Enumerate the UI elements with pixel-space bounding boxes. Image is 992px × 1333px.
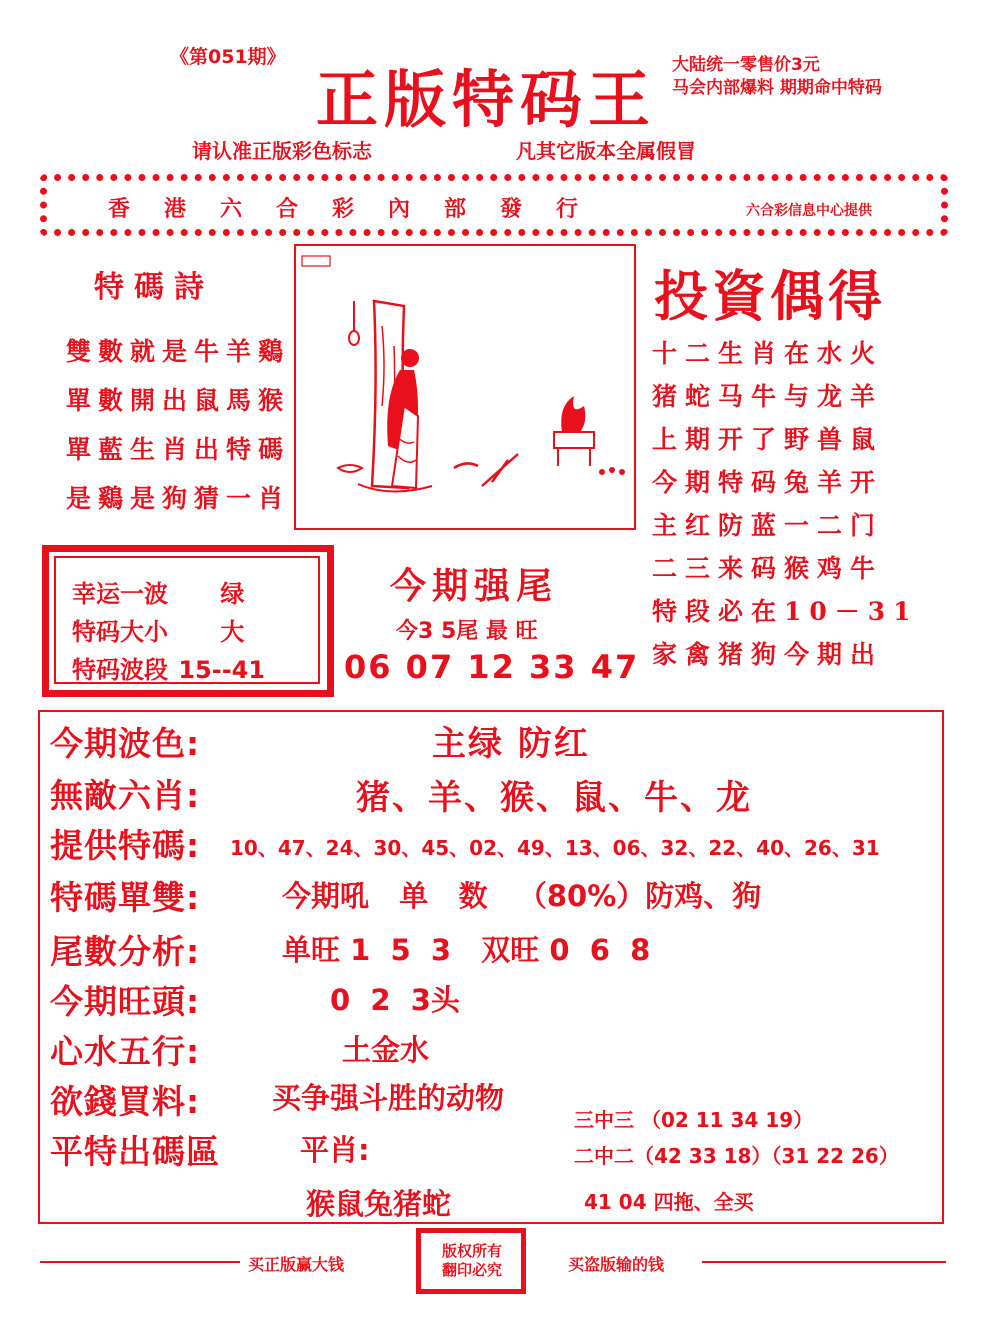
two-hit: 二中二（42 33 18）（31 22 26） bbox=[574, 1144, 899, 1168]
three-hit: 三中三 （02 11 34 19） bbox=[574, 1108, 814, 1132]
info-row-wave bbox=[72, 574, 244, 609]
four-drag: 41 04 四拖、全买 bbox=[584, 1190, 754, 1214]
element-label: 心水五行: bbox=[50, 1032, 201, 1071]
six-zodiac-value: 猪、羊、猴、鼠、牛、龙 bbox=[356, 778, 752, 818]
provide-value: 10、47、24、30、45、02、49、13、06、32、22、40、26、31 bbox=[230, 836, 880, 860]
wave-label: 今期波色: bbox=[50, 724, 201, 763]
illustration bbox=[294, 244, 636, 530]
odd-even-label: 特碼單雙: bbox=[50, 878, 201, 917]
invest-line: 主红防蓝一二门 bbox=[652, 511, 884, 540]
info-label: 幸运一波 bbox=[72, 580, 168, 608]
info-label: 特码波段 bbox=[72, 656, 168, 684]
info-label: 特码大小 bbox=[72, 618, 168, 646]
flat-value: 猴鼠兔猪蛇 bbox=[306, 1187, 452, 1221]
strong-tail-numbers: 06 07 12 33 47 bbox=[344, 648, 640, 686]
price-block bbox=[672, 54, 882, 100]
invest-line: 上期开了野兽鼠 bbox=[652, 425, 884, 454]
info-value: 大 bbox=[220, 618, 245, 646]
poem-title: 特碼詩 bbox=[94, 270, 214, 305]
authentic-notice: 请认准正版彩色标志 bbox=[192, 139, 372, 163]
footer-left-slogan: 买正版赢大钱 bbox=[248, 1255, 345, 1274]
element-value: 土金水 bbox=[342, 1033, 430, 1067]
copyright-line: 翻印必究 bbox=[441, 1261, 502, 1279]
poem-line: 單藍生肖出特碼 bbox=[66, 435, 291, 464]
info-value: 15--41 bbox=[178, 656, 266, 684]
invest-title: 投資偶得 bbox=[654, 264, 886, 328]
invest-line: 特段必在10－31 bbox=[652, 597, 919, 626]
poem-line: 是鷄是狗猜一肖 bbox=[66, 484, 291, 513]
illustration-drawing bbox=[296, 246, 634, 528]
info-row-size bbox=[72, 612, 244, 647]
copyright-text bbox=[428, 1242, 516, 1280]
flat-sub-label: 平肖: bbox=[300, 1133, 370, 1167]
info-value: 绿 bbox=[220, 580, 245, 608]
counterfeit-notice: 凡其它版本全属假冒 bbox=[516, 139, 696, 163]
price-line: 大陆统一零售价3元 bbox=[672, 55, 820, 75]
buy-value: 买争强斗胜的动物 bbox=[272, 1081, 505, 1115]
invest-line: 家禽猪狗今期出 bbox=[652, 640, 884, 669]
poem-line: 雙數就是牛羊鷄 bbox=[66, 337, 291, 366]
tail-analysis-label: 尾數分析: bbox=[50, 932, 201, 971]
invest-line: 十二生肖在水火 bbox=[652, 339, 884, 368]
info-row-range bbox=[72, 650, 265, 685]
strong-tail-subtitle: 今3 5尾 最 旺 bbox=[396, 619, 538, 644]
banner-credit: 六合彩信息中心提供 bbox=[746, 203, 872, 219]
wave-value: 主绿 防红 bbox=[432, 724, 590, 764]
provide-label: 提供特碼: bbox=[50, 826, 201, 865]
head-value: 0 2 3头 bbox=[330, 983, 460, 1017]
footer-right-slogan: 买盗版输的钱 bbox=[568, 1255, 665, 1274]
tail-analysis-value: 单旺 1 5 3 双旺 0 6 8 bbox=[282, 933, 651, 967]
invest-line: 二三来码猴鸡牛 bbox=[652, 554, 884, 583]
poem-line: 單數開出鼠馬猴 bbox=[66, 386, 291, 415]
footer-divider-left bbox=[40, 1261, 240, 1263]
copyright-line: 版权所有 bbox=[441, 1242, 502, 1260]
page-title: 正版特码王 bbox=[316, 63, 657, 136]
flat-label: 平特出碼區 bbox=[50, 1132, 220, 1171]
strong-tail-title: 今期强尾 bbox=[390, 566, 559, 607]
head-label: 今期旺頭: bbox=[50, 982, 201, 1021]
six-zodiac-label: 無敵六肖: bbox=[50, 776, 201, 815]
footer-divider-right bbox=[702, 1261, 946, 1263]
buy-label: 欲錢買料: bbox=[50, 1082, 201, 1121]
invest-line: 今期特码兔羊开 bbox=[652, 468, 884, 497]
invest-line: 猪蛇马牛与龙羊 bbox=[652, 382, 884, 411]
slogan-line: 马会内部爆料 期期命中特码 bbox=[672, 78, 882, 98]
issue-number: 《第051期》 bbox=[170, 46, 286, 68]
odd-even-value: 今期吼 单 数 （80%）防鸡、狗 bbox=[282, 879, 762, 913]
banner-text: 香港六合彩內部發行 bbox=[108, 196, 613, 222]
